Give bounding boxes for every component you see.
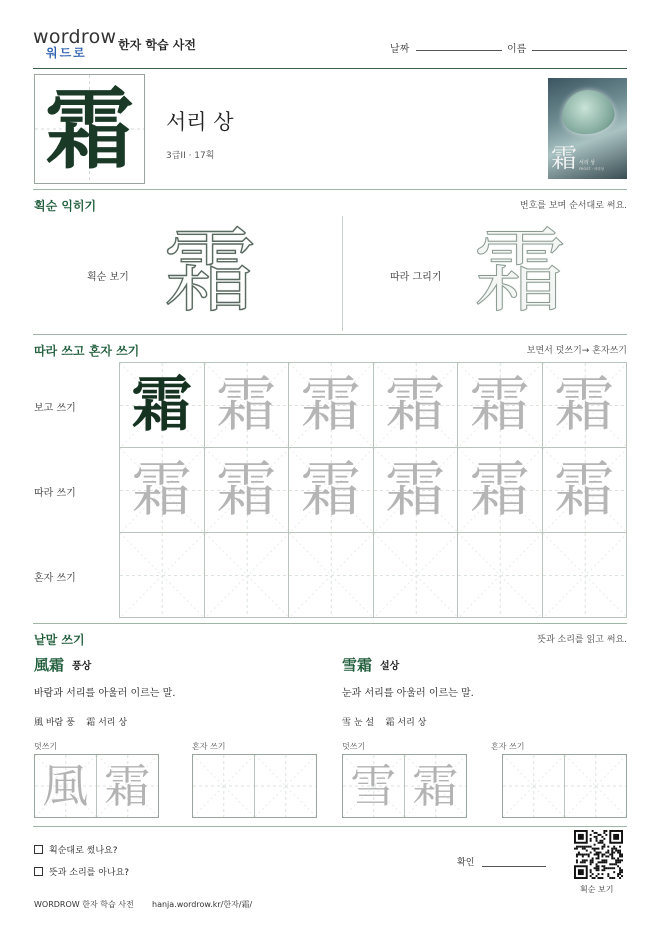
hero-char-box [34,74,145,184]
practice-cell[interactable] [205,533,290,618]
word-2-reading: 설상 [380,661,400,672]
practice-cell[interactable] [374,533,459,618]
word-2-trace-label: 덧쓰기 [342,742,366,751]
practice-char: 霜 [385,455,446,525]
thumb-caption-1: 서리 상 [579,160,596,166]
practice-cell[interactable] [289,533,374,618]
practice-cell[interactable] [374,363,459,448]
checkbox-1[interactable] [34,845,43,854]
hero-meaning-sound: 서리 상 [166,110,234,134]
logo [33,26,117,65]
practice-section-hint: 보면서 덧쓰기→ 혼자쓰기 [526,346,627,356]
practice-cell[interactable] [120,448,205,533]
stroke-trace-char[interactable]: 霜 [473,218,566,325]
word-cell[interactable] [503,755,565,817]
practice-char: 霜 [300,455,361,525]
stroke-section-title: 획순 익히기 [34,199,97,213]
words-rule [33,623,627,624]
hero-thumbnail [548,78,627,179]
word-cell[interactable] [255,755,317,817]
qr-code[interactable] [574,830,623,879]
date-label: 날짜 [390,44,410,55]
word-1-reading: 풍상 [72,661,92,672]
qr-label: 획순 보기 [580,885,614,894]
practice-cell[interactable] [120,363,205,448]
word-1-hanja: 風霜 [34,656,65,674]
check-item-2-label: 뜻과 소리를 아나요? [49,868,130,878]
practice-char: 霜 [469,455,530,525]
stroke-rule [33,334,627,335]
practice-cell[interactable] [458,533,543,618]
word-1-solo-label: 혼자 쓰기 [192,742,226,751]
practice-char: 霜 [554,455,615,525]
word-1-trace-label: 덧쓰기 [34,742,58,751]
footer-brand: WORDROW 한자 학습 사전 [34,900,134,909]
word-1-gloss: 風 바람 풍 霜 서리 상 [34,718,128,728]
practice-cell[interactable] [205,448,290,533]
confirm-label: 확인 [457,858,475,868]
word-1-meaning: 바람과 서리를 아울러 이르는 말. [34,688,176,699]
word-1-solo-boxes[interactable] [192,754,317,818]
thumb-caption-2: FROST · 서리상 [579,167,605,171]
word-trace-char: 霜 [104,759,151,813]
stroke-view-label: 획순 보기 [87,272,129,283]
words-section-hint: 뜻과 소리를 읽고 써요. [537,635,627,645]
practice-cell[interactable] [458,448,543,533]
practice-cell[interactable] [543,533,628,618]
row-label-trace: 따라 쓰기 [34,488,76,499]
header-title: 한자 학습 사전 [118,38,196,52]
word-2-trace-boxes[interactable] [342,754,467,818]
word-2-hanja: 雪霜 [342,656,373,674]
word-1-trace-boxes[interactable] [34,754,159,818]
practice-char: 霜 [216,455,277,525]
word-2-solo-label: 혼자 쓰기 [491,742,525,751]
word-2-meaning: 눈과 서리를 아울러 이르는 말. [342,688,474,699]
practice-cell[interactable] [543,448,628,533]
practice-grid [119,362,627,618]
practice-char: 霜 [554,370,615,440]
word-cell[interactable] [405,755,467,817]
name-field[interactable] [532,50,627,51]
word-2-solo-boxes[interactable] [502,754,627,818]
check-item-1-label: 획순대로 썼나요? [49,846,118,856]
practice-cell[interactable] [543,363,628,448]
checklist-rule [33,826,627,827]
word-trace-char: 霜 [412,759,459,813]
stroke-section-hint: 번호를 보며 순서대로 써요. [519,201,627,211]
leaf-image [559,87,617,138]
header-rule [33,68,627,69]
row-label-view: 보고 쓰기 [34,403,76,414]
word-trace-char: 風 [42,759,89,813]
hero-rule [33,189,627,190]
name-label: 이름 [507,44,527,55]
word-cell[interactable] [565,755,627,817]
practice-char: 霜 [131,455,192,525]
row-label-solo: 혼자 쓰기 [34,573,76,584]
word-trace-char: 雪 [350,759,397,813]
words-section-title: 낱말 쓰기 [34,633,85,647]
stroke-divider [342,216,343,331]
practice-char: 霜 [385,370,446,440]
date-field[interactable] [416,50,502,51]
confirm-field[interactable] [482,866,546,867]
practice-section-title: 따라 쓰고 혼자 쓰기 [34,344,140,358]
check-item-1[interactable] [34,843,118,856]
check-item-2[interactable] [34,865,129,878]
practice-cell[interactable] [289,448,374,533]
footer-url[interactable]: hanja.wordrow.kr/한자/霜/ [152,900,253,909]
practice-cell[interactable] [374,448,459,533]
word-2-gloss: 雪 눈 설 霜 서리 상 [342,718,427,728]
word-cell[interactable] [35,755,97,817]
hero-hanja: 霜 [45,77,134,181]
practice-char: 霜 [131,370,192,440]
practice-cell[interactable] [289,363,374,448]
hero-level-strokes: 3급II · 17획 [166,151,215,161]
logo-wordmark: wordrow [33,26,117,48]
practice-char: 霜 [216,370,277,440]
thumb-hanja: 霜 [551,144,578,174]
logo-korean: 워드로 [46,46,87,60]
stroke-trace-label: 따라 그리기 [390,272,442,283]
practice-char: 霜 [300,370,361,440]
practice-cell[interactable] [205,363,290,448]
practice-cell[interactable] [120,533,205,618]
checkbox-2[interactable] [34,867,43,876]
stroke-view-char: 霜 [163,218,256,325]
word-cell[interactable] [193,755,255,817]
word-cell[interactable] [343,755,405,817]
practice-char: 霜 [469,370,530,440]
practice-cell[interactable] [458,363,543,448]
word-cell[interactable] [97,755,159,817]
